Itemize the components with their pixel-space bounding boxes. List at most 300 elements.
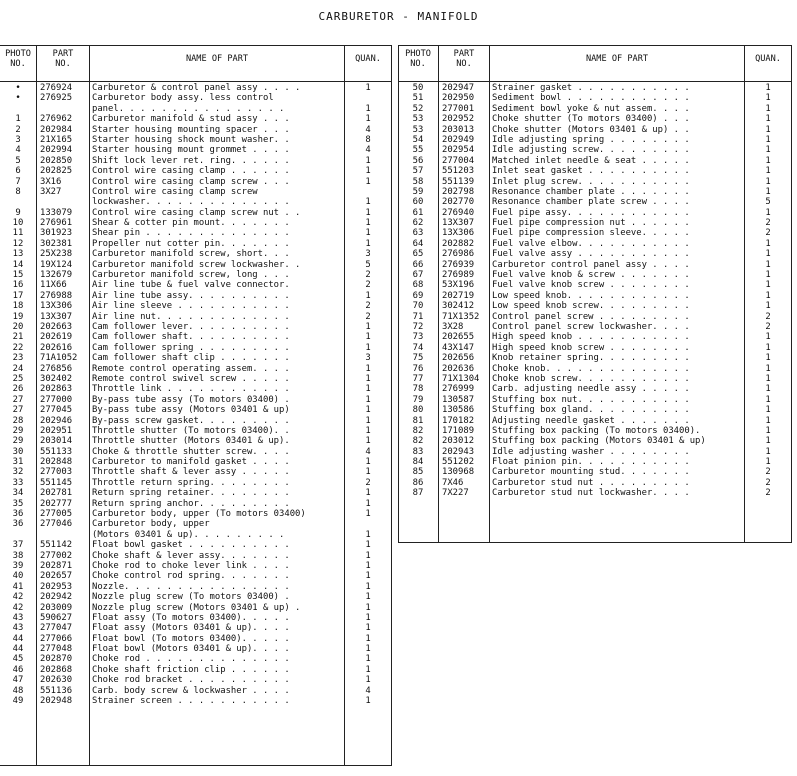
part-no-cell: 302381 [40,238,73,249]
part-no-cell: 7X227 [442,488,469,499]
table-row [398,239,792,249]
part-no-cell: 202630 [40,675,73,686]
photo-no-cell: 39 [12,560,24,571]
part-name-cell: Idle adjusting screw. . . . . . . . . [492,145,690,156]
table-row [0,623,392,633]
photo-no-cell: 73 [412,332,424,343]
table-row [398,457,792,467]
table-row [0,384,392,394]
table-row [398,280,792,290]
part-no-cell: 133079 [40,207,73,218]
table-row [0,332,392,342]
quantity-cell: 1 [365,218,371,229]
quantity-cell: 1 [365,488,371,499]
quantity-cell: 1 [365,394,371,405]
table-row [398,83,792,93]
table-row [0,83,392,93]
table-row [398,270,792,280]
photo-no-cell: 1 [15,114,21,125]
part-name-cell: Nozzle. . . . . . . . . . . . . . . . [92,581,290,592]
part-no-cell: 276856 [40,363,73,374]
quantity-cell: 1 [765,259,771,270]
quan-header: QUAN. [755,54,781,64]
part-name-cell: Control wire casing clamp . . . . . . [92,166,290,177]
part-name-cell: Choke & throttle shutter screw. . . . [92,446,290,457]
part-name-cell: Strainer gasket . . . . . . . . . . . [492,83,690,93]
quantity-cell: 1 [765,342,771,353]
part-no-cell: 202950 [442,93,475,104]
part-name-cell: Stuffing box gland. . . . . . . . . . [492,405,690,416]
part-no-cell: 202657 [40,571,73,582]
part-no-cell: 276999 [442,384,475,395]
parts-table-left [0,45,392,766]
part-no-cell: 276962 [40,114,73,125]
part-name-cell: Fuel pipe compression nut . . . . . . [492,218,690,229]
photo-header-line2: NO. [10,59,26,69]
part-no-cell: 551139 [442,176,475,187]
part-no-cell: 276989 [442,270,475,281]
table-row [398,218,792,228]
table-row [0,93,392,103]
photo-no-cell: 28 [12,415,24,426]
part-name-cell: By-pass tube assy (Motors 03401 & up) [92,405,290,416]
photo-no-cell: 24 [12,363,24,374]
quantity-cell: 1 [365,467,371,478]
part-no-cell: 203012 [442,436,475,447]
table-row [0,478,392,488]
part-no-cell: 202946 [40,415,73,426]
table-row [0,457,392,467]
part-no-cell: 53X196 [442,280,475,291]
quantity-cell: 1 [765,363,771,374]
quantity-cell: 4 [365,145,371,156]
part-no-cell: 551203 [442,166,475,177]
table-row [0,571,392,581]
photo-no-cell: 18 [12,301,24,312]
table-row [398,93,792,103]
photo-no-cell: 52 [412,103,424,114]
quantity-cell: 1 [365,696,371,707]
part-name-cell: Carburetor to manifold gasket . . . . [92,457,290,468]
rows-right [398,83,792,499]
quantity-cell: 1 [365,560,371,571]
photo-no-cell: 57 [412,166,424,177]
photo-no-cell: 71 [412,311,424,322]
quantity-cell: 1 [365,571,371,582]
part-name-cell: Fuel valve elbow. . . . . . . . . . . [492,238,690,249]
quantity-cell: 2 [765,311,771,322]
part-no-cell: 202994 [40,145,73,156]
part-name-cell: Shear & cotter pin mount. . . . . . . [92,218,290,229]
part-no-cell: 590627 [40,612,73,623]
photo-no-cell: 19 [12,311,24,322]
quantity-cell: 1 [365,664,371,675]
photo-no-cell: 4 [15,145,21,156]
table-row [0,239,392,249]
part-no-cell: 551136 [40,685,73,696]
quantity-cell: 1 [365,623,371,634]
part-name-cell: Carburetor manifold screw, long . . . [92,270,290,281]
photo-header-line2: NO. [410,59,426,69]
photo-no-cell: 2 [15,124,21,135]
photo-no-cell: 87 [412,488,424,499]
part-name-cell: Carburetor mounting stud. . . . . . . [492,467,690,478]
photo-header-line1: PHOTO [405,49,431,59]
part-name-cell: Sediment bowl . . . . . . . . . . . . [492,93,690,104]
part-no-cell: 277000 [40,394,73,405]
table-row [0,675,392,685]
table-row [0,353,392,363]
quantity-cell: 1 [365,83,371,93]
photo-no-cell: 27 [12,405,24,416]
quantity-cell: 1 [365,166,371,177]
photo-no-cell: 80 [412,405,424,416]
part-no-cell: 170182 [442,415,475,426]
name-header: NAME OF PART [185,54,249,64]
table-row [0,135,392,145]
photo-no-cell: 60 [412,197,424,208]
quantity-cell: 1 [365,176,371,187]
photo-no-cell: 62 [412,218,424,229]
quantity-cell: 1 [765,446,771,457]
quantity-cell: 2 [365,301,371,312]
quantity-cell: 1 [765,290,771,301]
photo-header-line1: PHOTO [5,49,31,59]
part-no-cell: 302402 [40,373,73,384]
photo-no-cell: 76 [412,363,424,374]
part-no-cell: 202777 [40,498,73,509]
part-no-cell: 202663 [40,321,73,332]
table-row [398,447,792,457]
quantity-cell: 1 [765,114,771,125]
table-row [398,395,792,405]
part-name-cell: Carburetor manifold screw lockwasher. . [92,259,301,270]
quantity-cell: 1 [365,425,371,436]
table-row [0,416,392,426]
table-row [398,125,792,135]
part-name-cell: Carburetor stud nut . . . . . . . . . [492,477,690,488]
photo-no-cell: 25 [12,373,24,384]
part-name-cell: Air line tube & fuel valve connector. [92,280,290,291]
part-name-cell: Shift lock lever ret. ring. . . . . . [92,155,290,166]
part-no-cell: 202781 [40,488,73,499]
part-name-cell: Throttle link . . . . . . . . . . . . [92,384,290,395]
photo-no-cell: 65 [412,249,424,260]
part-name-cell: Sediment bowl yoke & nut assem. . . . [492,103,690,114]
part-header-line1: PART [52,49,74,59]
part-name-cell: Float bowl gasket . . . . . . . . . . [92,540,290,551]
part-no-cell: 277002 [40,550,73,561]
table-row [398,291,792,301]
part-no-cell: 551142 [40,540,73,551]
part-no-cell: 13X307 [40,311,73,322]
part-no-cell: 202848 [40,457,73,468]
quan-header: QUAN. [355,54,381,64]
part-name-cell: Control panel screw lockwasher. . . . [492,321,690,332]
part-no-cell: 202952 [442,114,475,125]
part-name-cell: High speed knob screw . . . . . . . . [492,342,690,353]
quantity-cell: 1 [365,342,371,353]
photo-no-cell: 68 [412,280,424,291]
photo-no-cell: 78 [412,384,424,395]
photo-no-cell: 42 [12,602,24,613]
quantity-cell: 1 [765,134,771,145]
part-no-cell: 21X165 [40,134,73,145]
part-name-cell: Cam follower shaft clip . . . . . . . [92,353,290,364]
part-no-cell: 202656 [442,353,475,364]
part-name-cell: Air line tube assy. . . . . . . . . . [92,290,290,301]
part-no-cell: 202619 [40,332,73,343]
quantity-cell: 1 [765,207,771,218]
part-no-cell: 202868 [40,664,73,675]
part-name-cell: Choke shutter (To motors 03400) . . . [492,114,690,125]
table-row [398,301,792,311]
part-no-cell: 130968 [442,467,475,478]
part-header [439,49,489,69]
part-no-cell: 71X1304 [442,373,480,384]
quantity-cell: 4 [365,446,371,457]
part-header-line2: NO. [456,59,472,69]
photo-no-cell: 27 [12,394,24,405]
part-name-cell: By-pass tube assy (To motors 03400) . [92,394,290,405]
table-row [0,291,392,301]
photo-no-cell: 77 [412,373,424,384]
photo-no-cell: 29 [12,425,24,436]
part-name-cell: Idle adjusting washer . . . . . . . . [492,446,690,457]
part-no-cell: 301923 [40,228,73,239]
part-name-cell: Propeller nut cotter pin. . . . . . . [92,238,290,249]
table-row [398,353,792,363]
quantity-cell: 1 [365,197,371,208]
photo-no-cell: 15 [12,270,24,281]
table-row [0,696,392,706]
quantity-cell: 1 [765,384,771,395]
quantity-cell: 1 [765,405,771,416]
part-name-cell: Shear pin . . . . . . . . . . . . . . [92,228,290,239]
part-name-cell: Return spring anchor. . . . . . . . . [92,498,290,509]
quantity-cell: 1 [365,581,371,592]
photo-no-cell: 81 [412,415,424,426]
part-no-cell: 202943 [442,446,475,457]
table-row [0,166,392,176]
part-no-cell: 19X124 [40,259,73,270]
photo-no-cell: 59 [412,186,424,197]
quantity-cell: 1 [765,436,771,447]
part-no-cell: 130586 [442,405,475,416]
table-row [0,249,392,259]
part-no-cell: 3X16 [40,176,62,187]
quantity-cell: 1 [365,405,371,416]
quantity-cell: 2 [365,280,371,291]
part-name-cell: Stuffing box nut. . . . . . . . . . . [492,394,690,405]
table-row [398,322,792,332]
table-row [398,145,792,155]
part-name-cell: Control wire casing clamp screw [92,186,258,197]
part-name-cell: Knob retainer spring. . . . . . . . . [492,353,690,364]
photo-no-cell: 48 [12,685,24,696]
photo-no-cell: 44 [12,644,24,655]
table-row [398,436,792,446]
part-no-cell: 276925 [40,93,73,104]
quantity-cell: 1 [765,93,771,104]
part-name-cell: Air line nut. . . . . . . . . . . . . [92,311,290,322]
part-no-cell: 551145 [40,477,73,488]
part-no-cell: 7X46 [442,477,464,488]
part-name-cell: Float bowl (Motors 03401 & up). . . . [92,644,290,655]
part-no-cell: 277004 [442,155,475,166]
table-row [398,467,792,477]
quantity-cell: 1 [365,675,371,686]
part-no-cell: 276924 [40,83,73,93]
photo-no-cell: 47 [12,675,24,686]
part-no-cell: 202636 [442,363,475,374]
part-name-cell: High speed knob . . . . . . . . . . . [492,332,690,343]
table-row [0,467,392,477]
quantity-cell: 1 [365,644,371,655]
quantity-cell: 5 [365,259,371,270]
photo-no-cell: 85 [412,467,424,478]
table-row [0,488,392,498]
part-name-cell: Inlet plug screw. . . . . . . . . . . [492,176,690,187]
quantity-cell: 5 [765,197,771,208]
part-name-cell: Float bowl (To motors 03400). . . . . [92,633,290,644]
quantity-cell: 1 [365,509,371,520]
part-name-cell: panel. . . . . . . . . . . . . . . . [92,103,285,114]
part-name-cell: Cam follower shaft. . . . . . . . . . [92,332,290,343]
photo-no-cell: 51 [412,93,424,104]
photo-no-cell: 11 [12,228,24,239]
quantity-cell: 1 [365,602,371,613]
part-name-cell: Control wire casing clamp screw nut . . [92,207,301,218]
part-no-cell: 202954 [442,145,475,156]
quantity-cell: 1 [765,249,771,260]
quantity-cell: 2 [365,311,371,322]
table-row [0,530,392,540]
photo-no-cell: 41 [12,581,24,592]
quantity-cell: 1 [365,207,371,218]
part-name-cell: Fuel valve knob screw . . . . . . . . [492,280,690,291]
table-row [398,260,792,270]
photo-no-cell: 37 [12,540,24,551]
part-no-cell: 202882 [442,238,475,249]
table-row [398,416,792,426]
photo-no-cell: 31 [12,457,24,468]
part-name-cell: Control wire casing clamp screw . . . [92,176,290,187]
part-no-cell: 203014 [40,436,73,447]
part-no-cell: 302412 [442,301,475,312]
part-name-cell: Choke control rod spring. . . . . . . [92,571,290,582]
photo-no-cell: 30 [12,446,24,457]
table-row [0,114,392,124]
quantity-cell: 1 [365,103,371,114]
table-row [0,270,392,280]
part-name-cell: Choke knob screw. . . . . . . . . . . [492,373,690,384]
table-row [0,561,392,571]
photo-no-cell: 9 [15,207,21,218]
quantity-cell: 1 [365,384,371,395]
part-name-cell: Resonance chamber plate . . . . . . . [492,186,690,197]
quantity-cell: 1 [765,124,771,135]
rows-left [0,83,392,706]
table-row [0,509,392,519]
table-row [0,228,392,238]
table-row [398,426,792,436]
table-row [398,332,792,342]
table-row [398,177,792,187]
photo-no-cell: 36 [12,519,24,530]
quantity-cell: 2 [765,477,771,488]
part-no-cell: 276961 [40,218,73,229]
part-name-cell: Return spring retainer. . . . . . . . [92,488,290,499]
photo-no-cell: 83 [412,446,424,457]
photo-no-cell: 13 [12,249,24,260]
photo-no-cell: 54 [412,134,424,145]
photo-no-cell: 63 [412,228,424,239]
quantity-cell: 1 [765,332,771,343]
part-no-cell: 202719 [442,290,475,301]
part-no-cell: 202616 [40,342,73,353]
table-row [0,343,392,353]
quantity-cell: 1 [765,301,771,312]
quantity-cell: 1 [365,321,371,332]
part-name-cell: Starter housing mounting spacer . . . [92,124,290,135]
table-row [0,145,392,155]
part-name-cell: Carburetor body, upper [92,519,210,530]
part-name-cell: Cam follower lever. . . . . . . . . . [92,321,290,332]
part-name-cell: Choke rod to choke lever link . . . . [92,560,290,571]
part-name-cell: Choke knob. . . . . . . . . . . . . . [492,363,690,374]
photo-no-cell: 33 [12,477,24,488]
photo-no-cell: 61 [412,207,424,218]
photo-no-cell: 29 [12,436,24,447]
quantity-cell: 4 [365,124,371,135]
quantity-cell: 1 [765,394,771,405]
part-no-cell: 202949 [442,134,475,145]
part-no-cell: 277001 [442,103,475,114]
table-row [0,686,392,696]
quantity-cell: 1 [365,612,371,623]
photo-header [398,49,438,69]
table-row [0,436,392,446]
table-row [0,644,392,654]
part-no-cell: 202948 [40,696,73,707]
part-name-cell: Fuel valve assy . . . . . . . . . . . [492,249,690,260]
table-row [0,405,392,415]
photo-no-cell: 43 [12,612,24,623]
photo-no-cell: 69 [412,290,424,301]
quantity-cell: 1 [365,155,371,166]
part-name-cell: Fuel valve knob & screw . . . . . . . [492,270,690,281]
part-no-cell: 202870 [40,654,73,665]
part-name-cell: Choke shaft friction clip . . . . . . [92,664,290,675]
quantity-cell: 3 [365,249,371,260]
table-row [398,197,792,207]
photo-no-cell: 40 [12,571,24,582]
part-no-cell: 551133 [40,446,73,457]
quantity-cell: 3 [365,353,371,364]
table-row [0,197,392,207]
photo-no-cell: 46 [12,664,24,675]
table-row [398,166,792,176]
table-row [398,135,792,145]
part-name-cell: Low speed knob. . . . . . . . . . . . [492,290,690,301]
part-name-cell: Throttle return spring. . . . . . . . [92,477,290,488]
table-header [0,46,392,82]
part-name-cell: Adjusting needle gasket . . . . . . . [492,415,690,426]
quantity-cell: 1 [765,353,771,364]
part-name-cell: Stuffing box packing (To motors 03400). [492,425,701,436]
part-name-cell: Starter housing mount grommet . . . . [92,145,290,156]
